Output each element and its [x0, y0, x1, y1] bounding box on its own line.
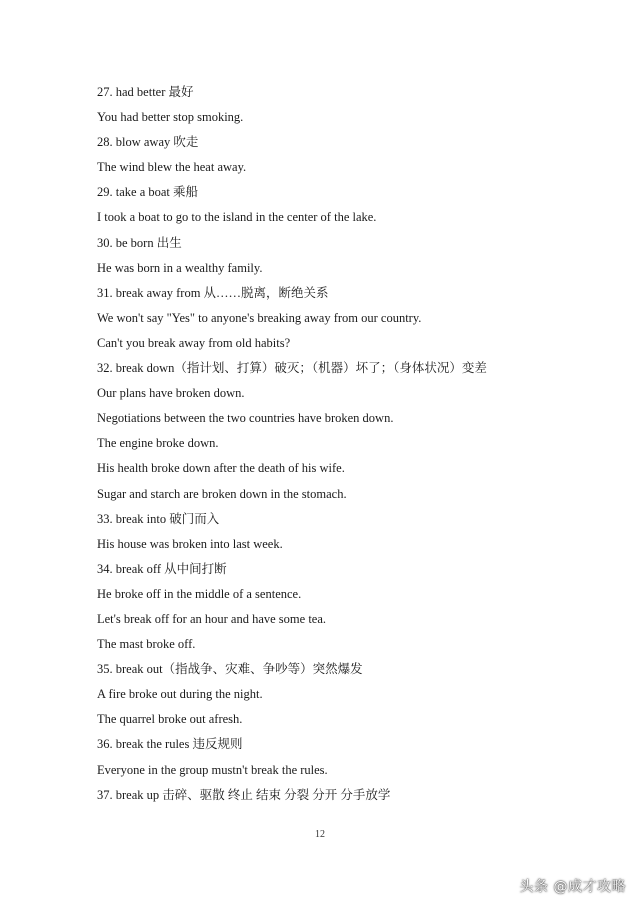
phrase-heading: 29. take a boat 乘船	[97, 185, 199, 200]
example-sentence: I took a boat to go to the island in the center of the lake.	[97, 210, 377, 225]
example-sentence: The mast broke off.	[97, 637, 196, 652]
example-sentence: Let's break off for an hour and have some tea.	[97, 611, 327, 626]
example-sentence: We won't say "Yes" to anyone's breaking away from our country.	[97, 310, 422, 325]
example-sentence: He was born in a wealthy family.	[97, 260, 263, 275]
watermark-text: 头条 @成才攻略	[519, 879, 626, 895]
phrase-heading: 27. had better 最好	[97, 85, 194, 99]
phrase-heading: 36. break the rules 违反规则	[97, 737, 243, 752]
example-sentence: Negotiations between the two countries have broken down.	[97, 411, 394, 426]
example-sentence: His house was broken into last week.	[97, 536, 283, 551]
example-sentence: A fire broke out during the night.	[97, 687, 263, 702]
example-sentence: You had better stop smoking.	[97, 110, 244, 125]
phrase-heading: 32. break down（指计划、打算）破灭；（机器）坏了；（身体状况）变差	[97, 361, 487, 376]
example-sentence: Everyone in the group mustn't break the rules.	[97, 762, 328, 777]
phrase-heading: 28. blow away 吹走	[97, 135, 199, 150]
example-sentence: Can't you break away from old habits?	[97, 335, 291, 350]
phrase-heading: 35. break out（指战争、灾难、争吵等）突然爆发	[97, 662, 363, 677]
example-sentence: The quarrel broke out afresh.	[97, 712, 243, 727]
phrase-heading: 31. break away from 从……脱离，断绝关系	[97, 285, 329, 300]
example-sentence: He broke off in the middle of a sentence.	[97, 586, 302, 601]
page-number: 12	[315, 829, 325, 840]
phrase-heading: 33. break into 破门而入	[97, 511, 220, 526]
example-sentence: Our plans have broken down.	[97, 386, 245, 401]
example-sentence: The wind blew the heat away.	[97, 160, 247, 175]
phrase-heading: 37. break up 击碎、驱散 终止 结束 分裂 分开 分手放学	[97, 787, 391, 802]
example-sentence: Sugar and starch are broken down in the stomach.	[97, 486, 347, 501]
phrase-heading: 30. be born 出生	[97, 235, 182, 250]
phrase-heading: 34. break off 从中间打断	[97, 561, 227, 576]
example-sentence: His health broke down after the death of his wife.	[97, 461, 345, 476]
phrase-list	[97, 80, 617, 808]
example-sentence: The engine broke down.	[97, 436, 219, 451]
